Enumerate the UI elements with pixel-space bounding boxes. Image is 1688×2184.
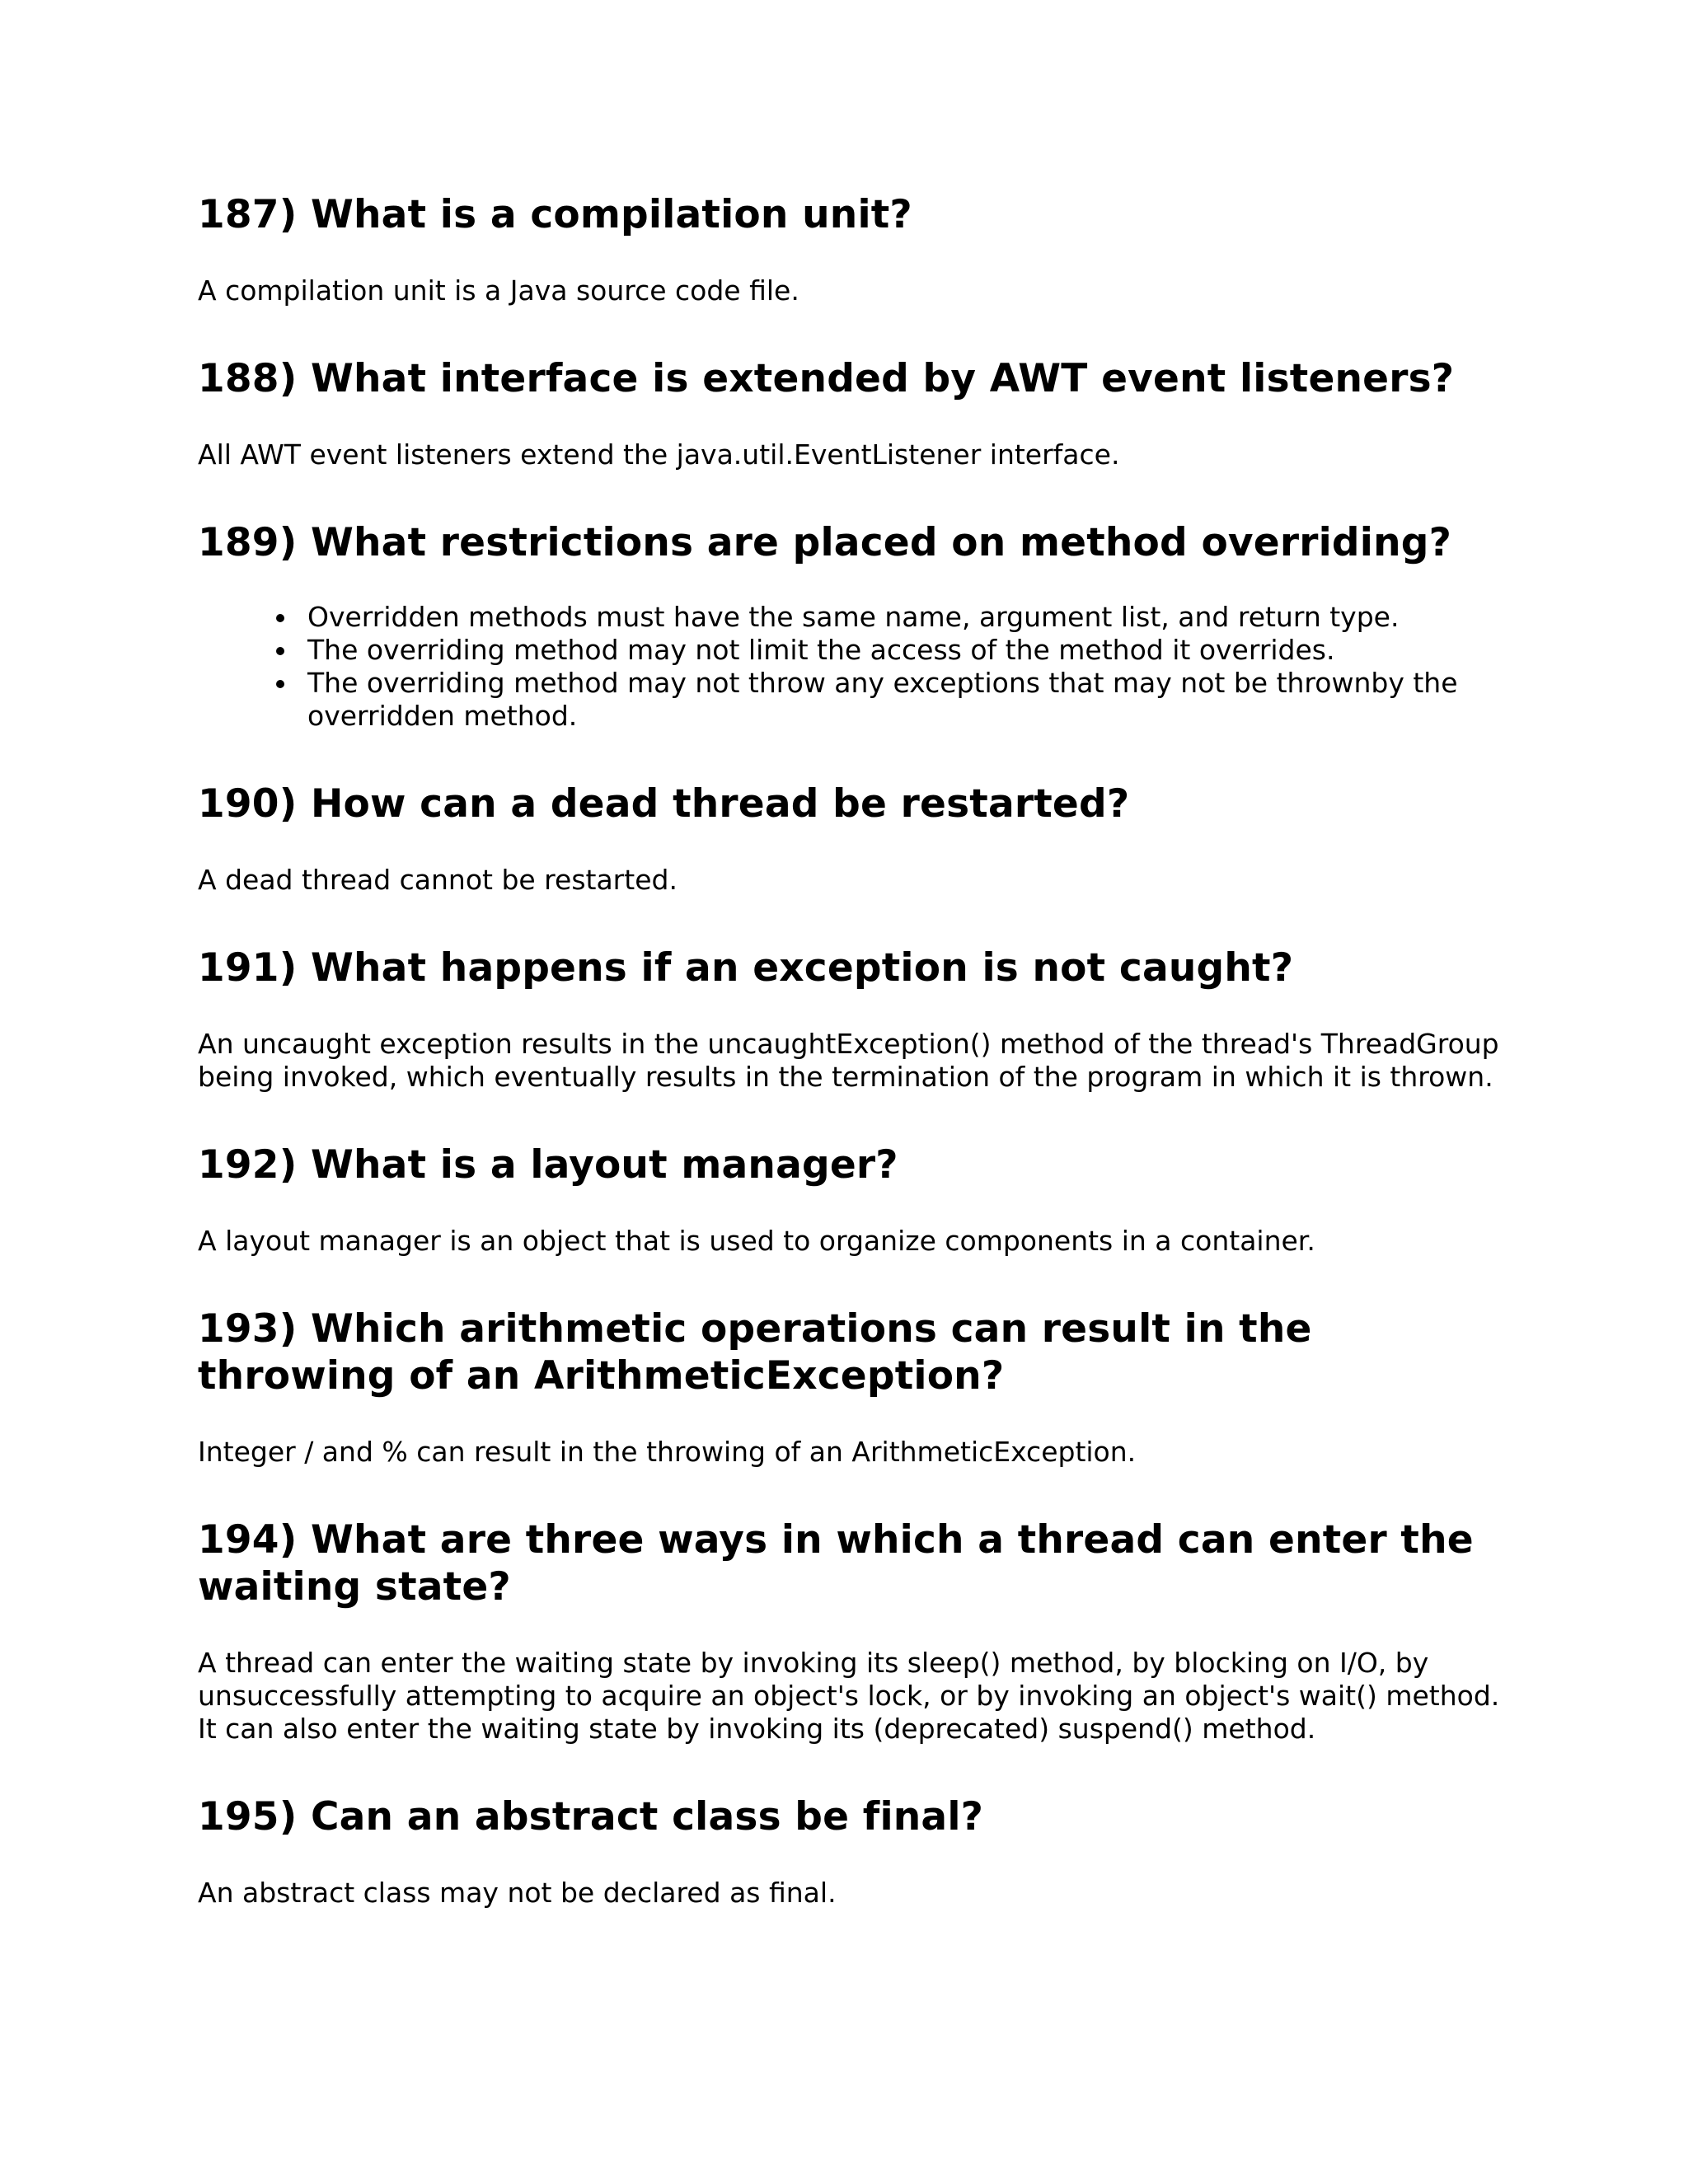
- qa-194: [198, 1516, 1508, 1746]
- bullet-item: Overridden methods must have the same name, argument list, and return type.: [307, 601, 1508, 634]
- question-heading: 194) What are three ways in which a thread can enter the waiting state?: [198, 1517, 1474, 1610]
- question-heading: 192) What is a layout manager?: [198, 1142, 898, 1188]
- qa-187: [198, 191, 1508, 307]
- question-heading: 187) What is a compilation unit?: [198, 192, 912, 237]
- qa-191: [198, 944, 1508, 1094]
- bullet-item: The overriding method may not limit the access of the method it overrides.: [307, 634, 1508, 667]
- qa-192: [198, 1141, 1508, 1258]
- question-heading: 189) What restrictions are placed on method overriding?: [198, 520, 1452, 565]
- question-heading: 190) How can a dead thread be restarted?: [198, 781, 1130, 827]
- answer-text: A dead thread cannot be restarted.: [198, 864, 678, 896]
- qa-190: [198, 780, 1508, 897]
- answer-text: A layout manager is an object that is used to organize components in a container.: [198, 1225, 1315, 1257]
- question-heading: 195) Can an abstract class be final?: [198, 1794, 984, 1840]
- qa-195: [198, 1793, 1508, 1910]
- answer-text: An abstract class may not be declared as final.: [198, 1877, 837, 1909]
- qa-189: [198, 519, 1508, 733]
- answer-text: A thread can enter the waiting state by invoking its sleep() method, by blocking on I/O, by unsuccessfully attempting to acquire an object's lock, or by invoking an object's wait() method. It can also enter the waiting state by invoking its (deprecated) suspend() method.: [198, 1647, 1500, 1745]
- qa-188: [198, 355, 1508, 471]
- qa-193: [198, 1305, 1508, 1469]
- answer-text: An uncaught exception results in the uncaughtException() method of the thread's ThreadGroup being invoked, which eventually results in the termination of the program in which it is thrown.: [198, 1028, 1499, 1093]
- answer-text: Integer / and % can result in the throwing of an ArithmeticException.: [198, 1436, 1137, 1468]
- question-heading: 188) What interface is extended by AWT event listeners?: [198, 356, 1455, 401]
- question-heading: 191) What happens if an exception is not caught?: [198, 945, 1294, 991]
- document-page: [198, 191, 1508, 1910]
- answer-bullet-list: [198, 601, 1508, 733]
- answer-text: A compilation unit is a Java source code file.: [198, 274, 799, 307]
- bullet-item: The overriding method may not throw any exceptions that may not be thrownby the overridden method.: [307, 667, 1508, 733]
- question-heading: 193) Which arithmetic operations can result in the throwing of an ArithmeticException?: [198, 1306, 1312, 1399]
- answer-text: All AWT event listeners extend the java.util.EventListener interface.: [198, 438, 1120, 471]
